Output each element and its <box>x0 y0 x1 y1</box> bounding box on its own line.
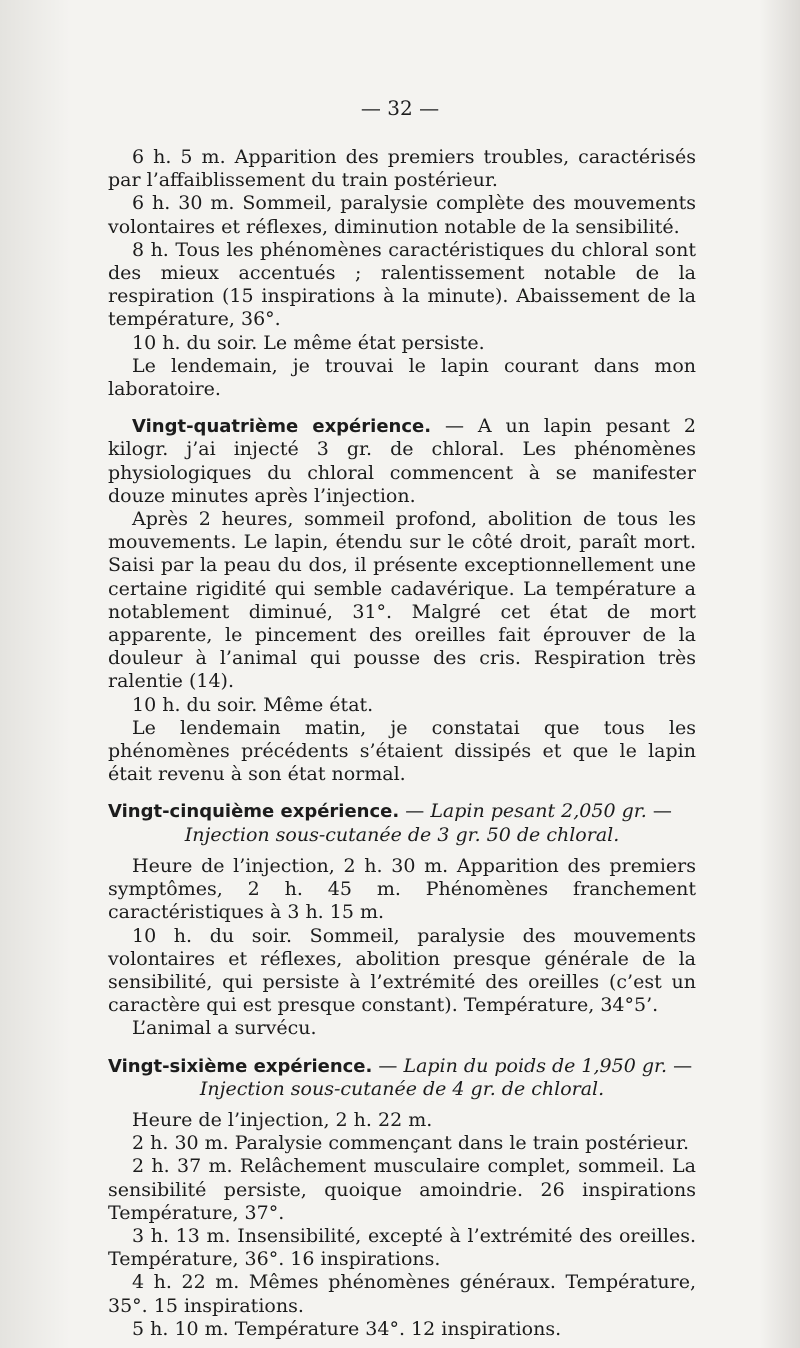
paragraph: 6 h. 30 m. Sommeil, paralysie complète des mouvements volontaires et réflexes, diminution notable de la sensibilité. <box>108 192 696 238</box>
experience-heading: Vingt-cinquième expérience. <box>108 801 400 823</box>
paragraph: 2 h. 30 m. Paralysie commençant dans le train postérieur. <box>132 1132 690 1155</box>
paragraph: 3 h. 13 m. Insensibilité, excepté à l’extrémité des oreilles. Température, 36°. 16 inspirations. <box>108 1224 696 1271</box>
dash: — <box>646 800 672 823</box>
paragraph: 6 h. 5 m. Apparition des premiers troubles, caractérisés par l’affaiblissement du train postérieur. <box>108 146 696 192</box>
experience-injection: Injection sous-cutanée de 4 gr. de chloral. <box>199 1077 605 1100</box>
experience-26 <box>108 1055 696 1078</box>
paragraph: Après 2 heures, sommeil profond, abolition de tous les mouvements. Le lapin, étendu sur le côté droit, paraît mort. Saisi par la peau du dos, il présente exceptionnellement une certaine rigidité qui semble cadavérique. La température a notablement diminué, 31°. Malgré cet état de mort apparente, le pincement des oreilles fait éprouver de la douleur à l’animal qui pousse des cris. Respiration très ralentie (14). <box>108 508 696 693</box>
paragraph: 8 h. Tous les phénomènes caractéristiques du chloral sont des mieux accentués ; ralentissement notable de la respiration (15 inspirations à la minute). Abaissement de la température, 36°. <box>108 238 696 331</box>
paragraph: L’animal a survécu. <box>132 1017 317 1040</box>
experience-injection: Injection sous-cutanée de 3 gr. 50 de chloral. <box>184 823 620 846</box>
paragraph: 10 h. du soir. Sommeil, paralysie des mouvements volontaires et réflexes, abolition presque générale de la sensibilité, qui persiste à l’extrémité des oreilles (c’est un caractère qui est presque constant). Température, 34°5’. <box>108 924 696 1017</box>
experience-subject: Lapin pesant 2,050 gr. <box>430 800 647 823</box>
experience-heading: Vingt-quatrième expérience. <box>132 416 432 438</box>
paragraph: 4 h. 22 m. Mêmes phénomènes généraux. Température, 35°. 15 inspirations. <box>108 1271 696 1317</box>
experience-intro: — A un lapin pesant 2 kilogr. j’ai injecté 3 gr. de chloral. Les phénomènes physiologiques du chloral commencent à se manifester douze minutes après l’injection. <box>108 415 696 507</box>
experience-subject: Lapin du poids de 1,950 gr. <box>403 1054 668 1077</box>
experience-24 <box>108 415 696 508</box>
paragraph: Le lendemain matin, je constatai que tous les phénomènes précédents s’étaient dissipés et que le lapin était revenu à son état normal. <box>108 716 696 786</box>
page-number: — 32 — <box>360 96 440 120</box>
paragraph: Heure de l’injection, 2 h. 22 m. <box>132 1108 433 1131</box>
paragraph: Le lendemain, je trouvai le lapin courant dans mon laboratoire. <box>108 354 696 401</box>
dash: — <box>399 800 431 823</box>
paragraph: 5 h. 10 m. Température 34°. 12 inspirations. <box>132 1317 562 1340</box>
dash: — <box>372 1054 404 1077</box>
experience-25 <box>108 800 696 823</box>
dash: — <box>667 1054 693 1077</box>
page-shadow-left <box>0 0 70 1348</box>
paragraph: 10 h. du soir. Le même état persiste. <box>132 331 485 354</box>
page-shadow-right <box>760 0 800 1348</box>
body-text <box>108 146 696 1341</box>
experience-heading: Vingt-sixième expérience. <box>108 1055 373 1077</box>
paragraph: 2 h. 37 m. Relâchement musculaire complet, sommeil. La sensibilité persiste, quoique amoindrie. 26 inspirations Température, 37°. <box>108 1155 696 1224</box>
paragraph: 10 h. du soir. Même état. <box>132 693 374 716</box>
paragraph: Heure de l’injection, 2 h. 30 m. Apparition des premiers symptômes, 2 h. 45 m. Phénomènes franchement caractéristiques à 3 h. 15 m. <box>108 854 696 924</box>
